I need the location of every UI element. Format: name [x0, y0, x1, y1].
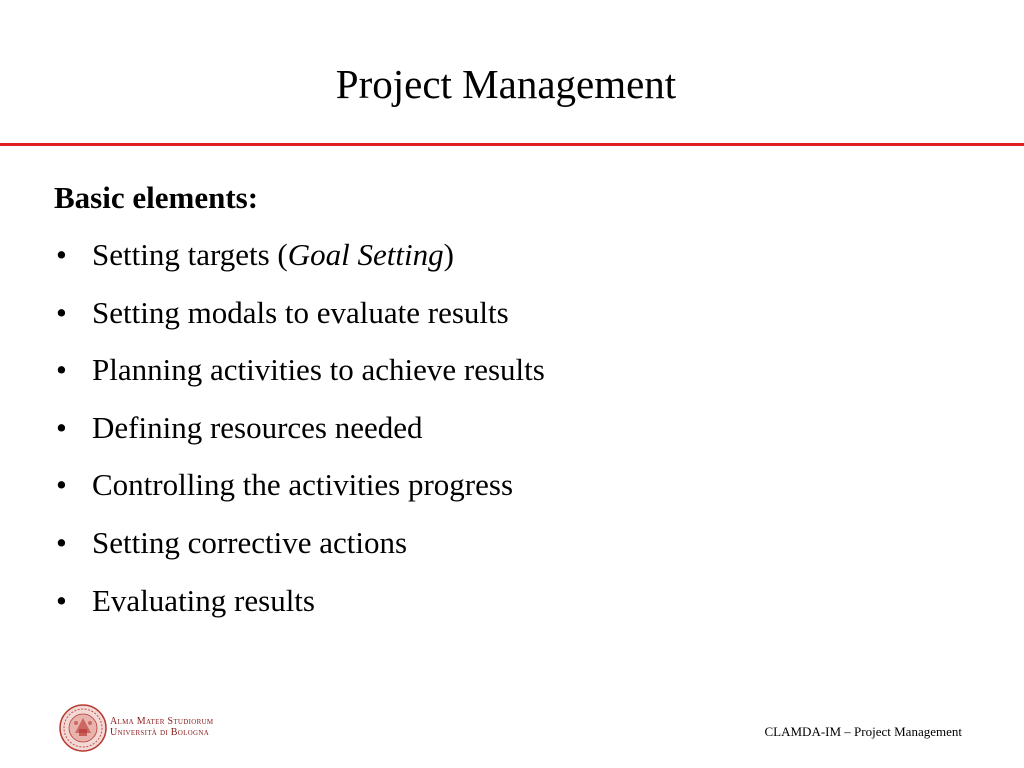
bullet-item	[54, 523, 994, 563]
footer-caption: CLAMDA-IM – Project Management	[764, 724, 962, 739]
university-seal-icon	[58, 703, 108, 753]
bullet-item	[54, 465, 994, 505]
bullet-icon: •	[56, 294, 67, 330]
bullet-icon: •	[56, 524, 67, 560]
bullet-text: Evaluating results	[92, 582, 315, 618]
university-name	[110, 716, 213, 738]
bullet-list	[54, 235, 994, 621]
university-logo	[58, 703, 258, 755]
bullet-text: Planning activities to achieve results	[92, 352, 545, 388]
slide-title: Project Management	[335, 61, 677, 107]
slide-content	[54, 178, 994, 638]
bullet-text: Setting modals to evaluate results	[92, 294, 509, 330]
bullet-icon: •	[56, 409, 67, 445]
bullet-item	[54, 293, 994, 333]
bullet-text-after: )	[443, 237, 454, 272]
bullet-icon: •	[56, 467, 67, 503]
bullet-text-italic: Goal Setting	[287, 237, 444, 272]
bullet-item	[54, 235, 994, 275]
bullet-icon: •	[56, 582, 67, 618]
bullet-text: Controlling the activities progress	[92, 467, 514, 503]
bullet-icon: •	[56, 237, 67, 272]
bullet-icon: •	[56, 352, 67, 388]
bullet-text: Setting corrective actions	[92, 524, 408, 560]
section-heading: Basic elements:	[54, 180, 259, 215]
bullet-text: Defining resources needed	[92, 409, 423, 445]
bullet-text: Setting targets (	[92, 237, 288, 272]
logo-line-1: Alma Mater Studiorum	[110, 716, 214, 727]
logo-line-2: Università di Bologna	[110, 727, 210, 738]
title-divider	[0, 143, 1024, 146]
bullet-item	[54, 350, 994, 390]
bullet-item	[54, 581, 994, 621]
bullet-item	[54, 408, 994, 448]
